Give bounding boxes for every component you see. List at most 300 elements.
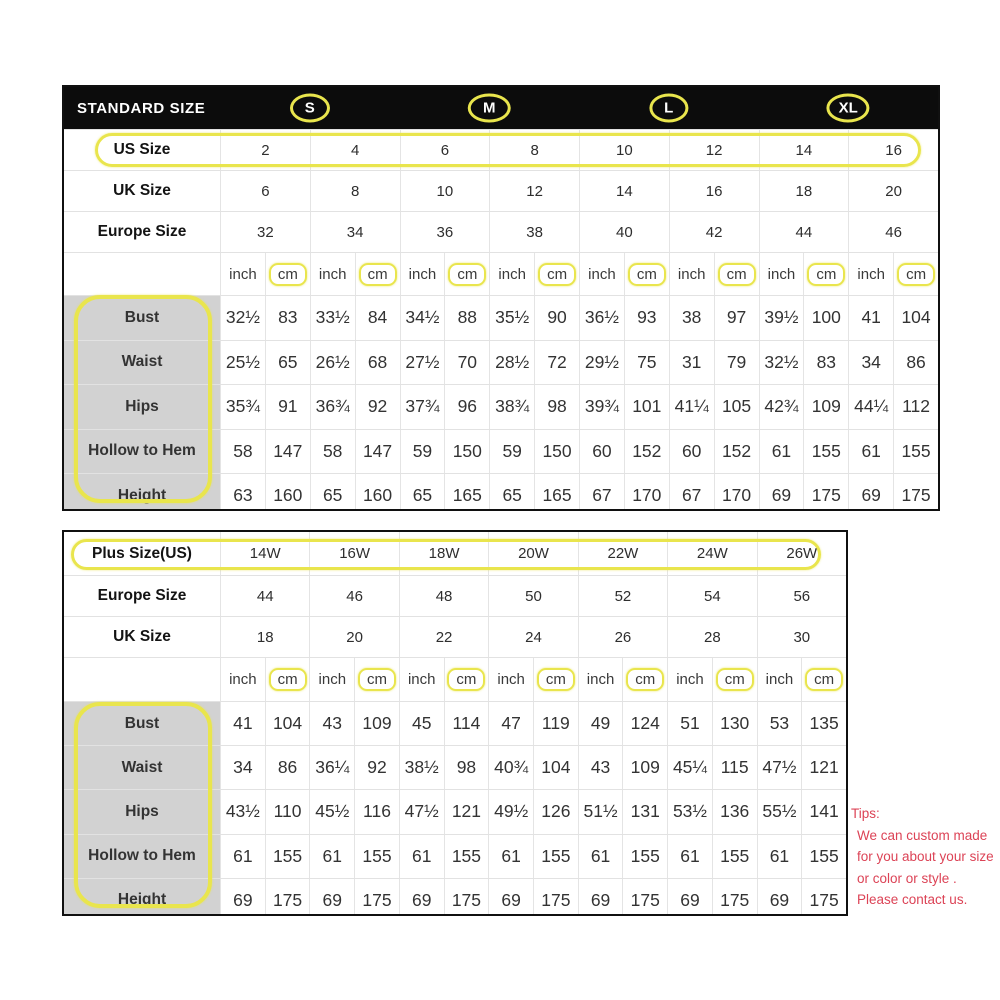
- measure-value-cell: 28½: [489, 341, 534, 385]
- measure-value-cell: 31: [669, 341, 714, 385]
- inch-label: inch: [229, 671, 257, 688]
- measure-value-cell: 51: [667, 702, 712, 745]
- measure-value-cell: 34: [848, 341, 893, 385]
- measure-value-cell: 130: [712, 702, 757, 745]
- measure-value-cell: 155: [893, 430, 938, 474]
- measure-value-cell: 152: [714, 430, 759, 474]
- measure-value-cell: 75: [624, 341, 669, 385]
- size-value-cell: 4: [310, 130, 400, 170]
- inch-label: inch: [318, 671, 347, 688]
- table-row: [64, 878, 846, 916]
- unit-inch-cell: [488, 658, 533, 701]
- measure-value-cell: 69: [757, 879, 802, 916]
- size-letter-circled: S: [290, 94, 330, 123]
- size-value-cell: 8: [489, 130, 579, 170]
- measure-value-cell: 53: [757, 702, 802, 745]
- measure-value-cell: 37¾: [400, 385, 445, 429]
- measure-value-cell: 45½: [309, 790, 354, 833]
- inch-label: inch: [676, 671, 704, 688]
- measure-value-cell: 136: [712, 790, 757, 833]
- measure-value-cell: 70: [444, 341, 489, 385]
- unit-inch-cell: [489, 253, 534, 295]
- measure-value-cell: 175: [803, 474, 848, 511]
- measure-value-cell: 61: [488, 835, 533, 878]
- table-row: [64, 384, 938, 429]
- measure-value-cell: 33½: [310, 296, 355, 340]
- inch-label: inch: [498, 265, 526, 283]
- row-label: US Size: [113, 141, 171, 158]
- size-letter-circled: XL: [827, 94, 870, 123]
- inch-label: inch: [318, 265, 347, 283]
- measure-value-cell: 170: [714, 474, 759, 511]
- table-row: [64, 834, 846, 878]
- measure-value-cell: 147: [265, 430, 310, 474]
- measure-value-cell: 109: [622, 746, 667, 789]
- cm-highlight-box: cm: [359, 263, 397, 286]
- cm-highlight-box: cm: [447, 668, 485, 691]
- measure-value-cell: 98: [534, 385, 579, 429]
- measure-value-cell: 36¾: [310, 385, 355, 429]
- cm-highlight-box: cm: [805, 668, 843, 691]
- row-label: Hips: [64, 385, 220, 429]
- size-value-cell: 46: [309, 576, 398, 616]
- measure-value-cell: 104: [265, 702, 310, 745]
- measure-value-cell: 86: [893, 341, 938, 385]
- size-value-cell: 56: [757, 576, 846, 616]
- measure-value-cell: 155: [265, 835, 310, 878]
- measure-value-cell: 36½: [579, 296, 624, 340]
- unit-cm-cell: [265, 253, 310, 295]
- table-row: [64, 745, 846, 789]
- measure-value-cell: 65: [310, 474, 355, 511]
- unit-inch-cell: [848, 253, 893, 295]
- measure-value-cell: 88: [444, 296, 489, 340]
- standard-size-title: STANDARD SIZE: [77, 99, 206, 117]
- unit-cm-cell: [444, 658, 489, 701]
- measure-value-cell: 83: [803, 341, 848, 385]
- size-value-cell: 34: [310, 212, 400, 252]
- measure-value-cell: 93: [624, 296, 669, 340]
- size-value-cell: 22: [399, 617, 488, 657]
- measure-value-cell: 43: [309, 702, 354, 745]
- measure-value-cell: 61: [399, 835, 444, 878]
- measure-value-cell: 59: [400, 430, 445, 474]
- size-value-cell: 24: [488, 617, 577, 657]
- unit-inch-cell: [669, 253, 714, 295]
- table-row: [64, 129, 938, 170]
- measure-value-cell: 100: [803, 296, 848, 340]
- measure-value-cell: 35¾: [220, 385, 265, 429]
- measure-value-cell: 59: [489, 430, 534, 474]
- measure-value-cell: 69: [848, 474, 893, 511]
- measure-value-cell: 61: [757, 835, 802, 878]
- size-value-cell: 14: [759, 130, 849, 170]
- cm-highlight-box: cm: [537, 668, 575, 691]
- measure-value-cell: 39¾: [579, 385, 624, 429]
- measure-value-cell: 84: [355, 296, 400, 340]
- measure-value-cell: 69: [578, 879, 623, 916]
- size-value-cell: 8: [310, 171, 400, 211]
- row-label: Hips: [64, 790, 220, 833]
- size-value-cell: 10: [400, 171, 490, 211]
- size-value-cell: 38: [489, 212, 579, 252]
- measure-value-cell: 36¼: [309, 746, 354, 789]
- measure-value-cell: 109: [803, 385, 848, 429]
- measure-value-cell: 114: [444, 702, 489, 745]
- size-value-cell: 42: [669, 212, 759, 252]
- size-letters-zone: [220, 87, 938, 129]
- size-value-cell: 16: [848, 130, 938, 170]
- tips-title: Tips:: [851, 806, 880, 821]
- measure-value-cell: 109: [354, 702, 399, 745]
- table-row: [64, 211, 938, 252]
- unit-cm-cell: [712, 658, 757, 701]
- measure-value-cell: 79: [714, 341, 759, 385]
- measure-value-cell: 69: [667, 879, 712, 916]
- row-label: Bust: [64, 702, 220, 745]
- measure-value-cell: 47½: [757, 746, 802, 789]
- tips-line: We can custom made: [857, 827, 988, 843]
- row-label: UK Size: [113, 628, 171, 645]
- measure-value-cell: 53½: [667, 790, 712, 833]
- inch-label: inch: [407, 671, 436, 688]
- measure-value-cell: 90: [534, 296, 579, 340]
- unit-cm-cell: [444, 253, 489, 295]
- size-value-cell: 20: [848, 171, 938, 211]
- tips-line: for you about your size: [857, 849, 994, 864]
- measure-value-cell: 112: [893, 385, 938, 429]
- size-value-cell: 46: [848, 212, 938, 252]
- tips-line: Please contact us.: [857, 892, 968, 907]
- standard-size-header: [64, 87, 938, 129]
- row-label: [64, 253, 220, 295]
- measure-value-cell: 119: [533, 702, 578, 745]
- measure-value-cell: 47: [488, 702, 533, 745]
- size-value-cell: 24W: [667, 532, 756, 575]
- measure-value-cell: 61: [759, 430, 804, 474]
- inch-label: inch: [497, 671, 525, 688]
- measure-value-cell: 58: [220, 430, 265, 474]
- measure-value-cell: 34½: [400, 296, 445, 340]
- measure-value-cell: 175: [622, 879, 667, 916]
- measure-value-cell: 155: [622, 835, 667, 878]
- unit-inch-cell: [667, 658, 712, 701]
- measure-value-cell: 155: [354, 835, 399, 878]
- measure-value-cell: 116: [354, 790, 399, 833]
- measure-value-cell: 58: [310, 430, 355, 474]
- size-value-cell: 16: [669, 171, 759, 211]
- measure-value-cell: 147: [355, 430, 400, 474]
- measure-value-cell: 160: [265, 474, 310, 511]
- size-value-cell: 20W: [488, 532, 577, 575]
- unit-inch-cell: [759, 253, 804, 295]
- measure-value-cell: 61: [848, 430, 893, 474]
- inch-label: inch: [767, 265, 796, 283]
- unit-inch-cell: [309, 658, 354, 701]
- cm-highlight-box: cm: [538, 263, 576, 286]
- unit-cm-cell: [355, 253, 400, 295]
- cm-highlight-box: cm: [807, 263, 845, 286]
- measure-value-cell: 38¾: [489, 385, 534, 429]
- size-value-cell: 12: [489, 171, 579, 211]
- row-label: Waist: [64, 746, 220, 789]
- measure-value-cell: 170: [624, 474, 669, 511]
- size-value-cell: 52: [578, 576, 667, 616]
- unit-inch-cell: [578, 658, 623, 701]
- unit-cm-cell: [533, 658, 578, 701]
- unit-cm-cell: [534, 253, 579, 295]
- measure-value-cell: 165: [534, 474, 579, 511]
- size-value-cell: 18W: [399, 532, 488, 575]
- measure-value-cell: 141: [801, 790, 846, 833]
- cm-highlight-box: cm: [448, 263, 486, 286]
- cm-highlight-box: cm: [897, 263, 935, 286]
- measure-value-cell: 45: [399, 702, 444, 745]
- measure-value-cell: 42¾: [759, 385, 804, 429]
- measure-value-cell: 35½: [489, 296, 534, 340]
- measure-value-cell: 61: [578, 835, 623, 878]
- size-value-cell: 36: [400, 212, 490, 252]
- measure-value-cell: 67: [669, 474, 714, 511]
- measure-value-cell: 26½: [310, 341, 355, 385]
- measure-value-cell: 96: [444, 385, 489, 429]
- unit-cm-cell: [624, 253, 669, 295]
- measure-value-cell: 175: [893, 474, 938, 511]
- measure-value-cell: 175: [712, 879, 757, 916]
- measure-value-cell: 121: [801, 746, 846, 789]
- measure-value-cell: 155: [444, 835, 489, 878]
- standard-table-rows: [64, 129, 938, 511]
- measure-value-cell: 175: [444, 879, 489, 916]
- unit-header-row: [64, 252, 938, 295]
- measure-value-cell: 69: [759, 474, 804, 511]
- unit-inch-cell: [310, 253, 355, 295]
- measure-value-cell: 101: [624, 385, 669, 429]
- row-label: Height: [64, 474, 220, 511]
- row-label: Height: [64, 879, 220, 916]
- measure-value-cell: 105: [714, 385, 759, 429]
- plus-size-table: [62, 530, 848, 916]
- table-row: [64, 295, 938, 340]
- measure-value-cell: 155: [801, 835, 846, 878]
- measure-value-cell: 69: [488, 879, 533, 916]
- size-value-cell: 40: [579, 212, 669, 252]
- measure-value-cell: 61: [309, 835, 354, 878]
- size-value-cell: 12: [669, 130, 759, 170]
- size-value-cell: 22W: [578, 532, 667, 575]
- measure-value-cell: 91: [265, 385, 310, 429]
- unit-cm-cell: [354, 658, 399, 701]
- size-value-cell: 14W: [220, 532, 309, 575]
- cm-highlight-box: cm: [358, 668, 396, 691]
- measure-value-cell: 104: [893, 296, 938, 340]
- measure-value-cell: 43½: [220, 790, 265, 833]
- measure-value-cell: 175: [265, 879, 310, 916]
- unit-inch-cell: [220, 253, 265, 295]
- table-row: [64, 340, 938, 385]
- measure-value-cell: 41: [220, 702, 265, 745]
- table-row: [64, 473, 938, 511]
- cm-highlight-box: cm: [626, 668, 664, 691]
- measure-value-cell: 150: [444, 430, 489, 474]
- row-label: UK Size: [113, 182, 171, 199]
- measure-value-cell: 155: [712, 835, 757, 878]
- measure-value-cell: 32½: [759, 341, 804, 385]
- unit-cm-cell: [803, 253, 848, 295]
- unit-inch-cell: [757, 658, 802, 701]
- measure-value-cell: 44¼: [848, 385, 893, 429]
- table-row: [64, 429, 938, 474]
- measure-value-cell: 98: [444, 746, 489, 789]
- size-value-cell: 16W: [309, 532, 398, 575]
- row-label: Bust: [64, 296, 220, 340]
- measure-value-cell: 92: [354, 746, 399, 789]
- unit-cm-cell: [265, 658, 310, 701]
- measure-value-cell: 150: [534, 430, 579, 474]
- measure-value-cell: 175: [354, 879, 399, 916]
- measure-value-cell: 175: [533, 879, 578, 916]
- measure-value-cell: 65: [400, 474, 445, 511]
- measure-value-cell: 115: [712, 746, 757, 789]
- size-value-cell: 32: [220, 212, 310, 252]
- size-value-cell: 20: [309, 617, 398, 657]
- size-value-cell: 28: [667, 617, 756, 657]
- measure-value-cell: 39½: [759, 296, 804, 340]
- measure-value-cell: 51½: [578, 790, 623, 833]
- size-value-cell: 26W: [757, 532, 846, 575]
- tips-line: or color or style .: [857, 870, 957, 886]
- unit-inch-cell: [579, 253, 624, 295]
- measure-value-cell: 69: [399, 879, 444, 916]
- measure-value-cell: 49½: [488, 790, 533, 833]
- measure-value-cell: 38: [669, 296, 714, 340]
- cm-highlight-box: cm: [269, 263, 307, 286]
- measure-value-cell: 41: [848, 296, 893, 340]
- row-label: Hollow to Hem: [64, 430, 220, 474]
- measure-value-cell: 61: [220, 835, 265, 878]
- measure-value-cell: 69: [309, 879, 354, 916]
- table-row: [64, 575, 846, 616]
- unit-inch-cell: [220, 658, 265, 701]
- measure-value-cell: 60: [579, 430, 624, 474]
- size-value-cell: 44: [759, 212, 849, 252]
- measure-value-cell: 83: [265, 296, 310, 340]
- table-row: [64, 170, 938, 211]
- measure-value-cell: 60: [669, 430, 714, 474]
- measure-value-cell: 68: [355, 341, 400, 385]
- size-value-cell: 18: [759, 171, 849, 211]
- inch-label: inch: [765, 671, 794, 688]
- measure-value-cell: 61: [667, 835, 712, 878]
- measure-value-cell: 124: [622, 702, 667, 745]
- measure-value-cell: 32½: [220, 296, 265, 340]
- measure-value-cell: 69: [220, 879, 265, 916]
- size-value-cell: 30: [757, 617, 846, 657]
- size-letter-circled: L: [649, 94, 688, 123]
- measure-value-cell: 67: [579, 474, 624, 511]
- size-value-cell: 48: [399, 576, 488, 616]
- row-label: [64, 658, 220, 701]
- measure-value-cell: 41¼: [669, 385, 714, 429]
- measure-value-cell: 110: [265, 790, 310, 833]
- size-letter-circled: M: [468, 94, 511, 123]
- measure-value-cell: 97: [714, 296, 759, 340]
- measure-value-cell: 27½: [400, 341, 445, 385]
- measure-value-cell: 121: [444, 790, 489, 833]
- row-label: Hollow to Hem: [64, 835, 220, 878]
- inch-label: inch: [586, 671, 615, 688]
- unit-cm-cell: [893, 253, 938, 295]
- inch-label: inch: [588, 265, 616, 283]
- size-value-cell: 6: [220, 171, 310, 211]
- measure-value-cell: 47½: [399, 790, 444, 833]
- measure-value-cell: 155: [803, 430, 848, 474]
- measure-value-cell: 92: [355, 385, 400, 429]
- table-row: [64, 701, 846, 745]
- unit-cm-cell: [622, 658, 667, 701]
- cm-highlight-box: cm: [718, 263, 756, 286]
- size-value-cell: 44: [220, 576, 309, 616]
- unit-inch-cell: [400, 253, 445, 295]
- measure-value-cell: 131: [622, 790, 667, 833]
- measure-value-cell: 126: [533, 790, 578, 833]
- size-value-cell: 54: [667, 576, 756, 616]
- measure-value-cell: 55½: [757, 790, 802, 833]
- size-value-cell: 50: [488, 576, 577, 616]
- measure-value-cell: 45¼: [667, 746, 712, 789]
- size-value-cell: 14: [579, 171, 669, 211]
- table-row: [64, 789, 846, 833]
- measure-value-cell: 155: [533, 835, 578, 878]
- size-value-cell: 10: [579, 130, 669, 170]
- measure-value-cell: 104: [533, 746, 578, 789]
- measure-value-cell: 38½: [399, 746, 444, 789]
- table-row: [64, 532, 846, 575]
- tips-note: [851, 803, 1000, 911]
- table-row: [64, 616, 846, 657]
- inch-label: inch: [408, 265, 437, 283]
- plus-table-rows: [64, 532, 846, 916]
- measure-value-cell: 135: [801, 702, 846, 745]
- unit-inch-cell: [399, 658, 444, 701]
- unit-cm-cell: [714, 253, 759, 295]
- size-value-cell: 2: [220, 130, 310, 170]
- measure-value-cell: 29½: [579, 341, 624, 385]
- measure-value-cell: 72: [534, 341, 579, 385]
- inch-label: inch: [229, 265, 257, 283]
- measure-value-cell: 49: [578, 702, 623, 745]
- size-value-cell: 6: [400, 130, 490, 170]
- measure-value-cell: 43: [578, 746, 623, 789]
- row-label: Europe Size: [97, 587, 187, 604]
- cm-highlight-box: cm: [269, 668, 307, 691]
- measure-value-cell: 165: [444, 474, 489, 511]
- standard-size-table: [62, 85, 940, 511]
- inch-label: inch: [677, 265, 706, 283]
- measure-value-cell: 63: [220, 474, 265, 511]
- measure-value-cell: 40¾: [488, 746, 533, 789]
- row-label: Plus Size(US): [92, 544, 192, 562]
- cm-highlight-box: cm: [628, 263, 666, 286]
- measure-value-cell: 160: [355, 474, 400, 511]
- row-label: Waist: [64, 341, 220, 385]
- size-value-cell: 18: [220, 617, 309, 657]
- cm-highlight-box: cm: [716, 668, 754, 691]
- measure-value-cell: 25½: [220, 341, 265, 385]
- measure-value-cell: 152: [624, 430, 669, 474]
- measure-value-cell: 175: [801, 879, 846, 916]
- size-value-cell: 26: [578, 617, 667, 657]
